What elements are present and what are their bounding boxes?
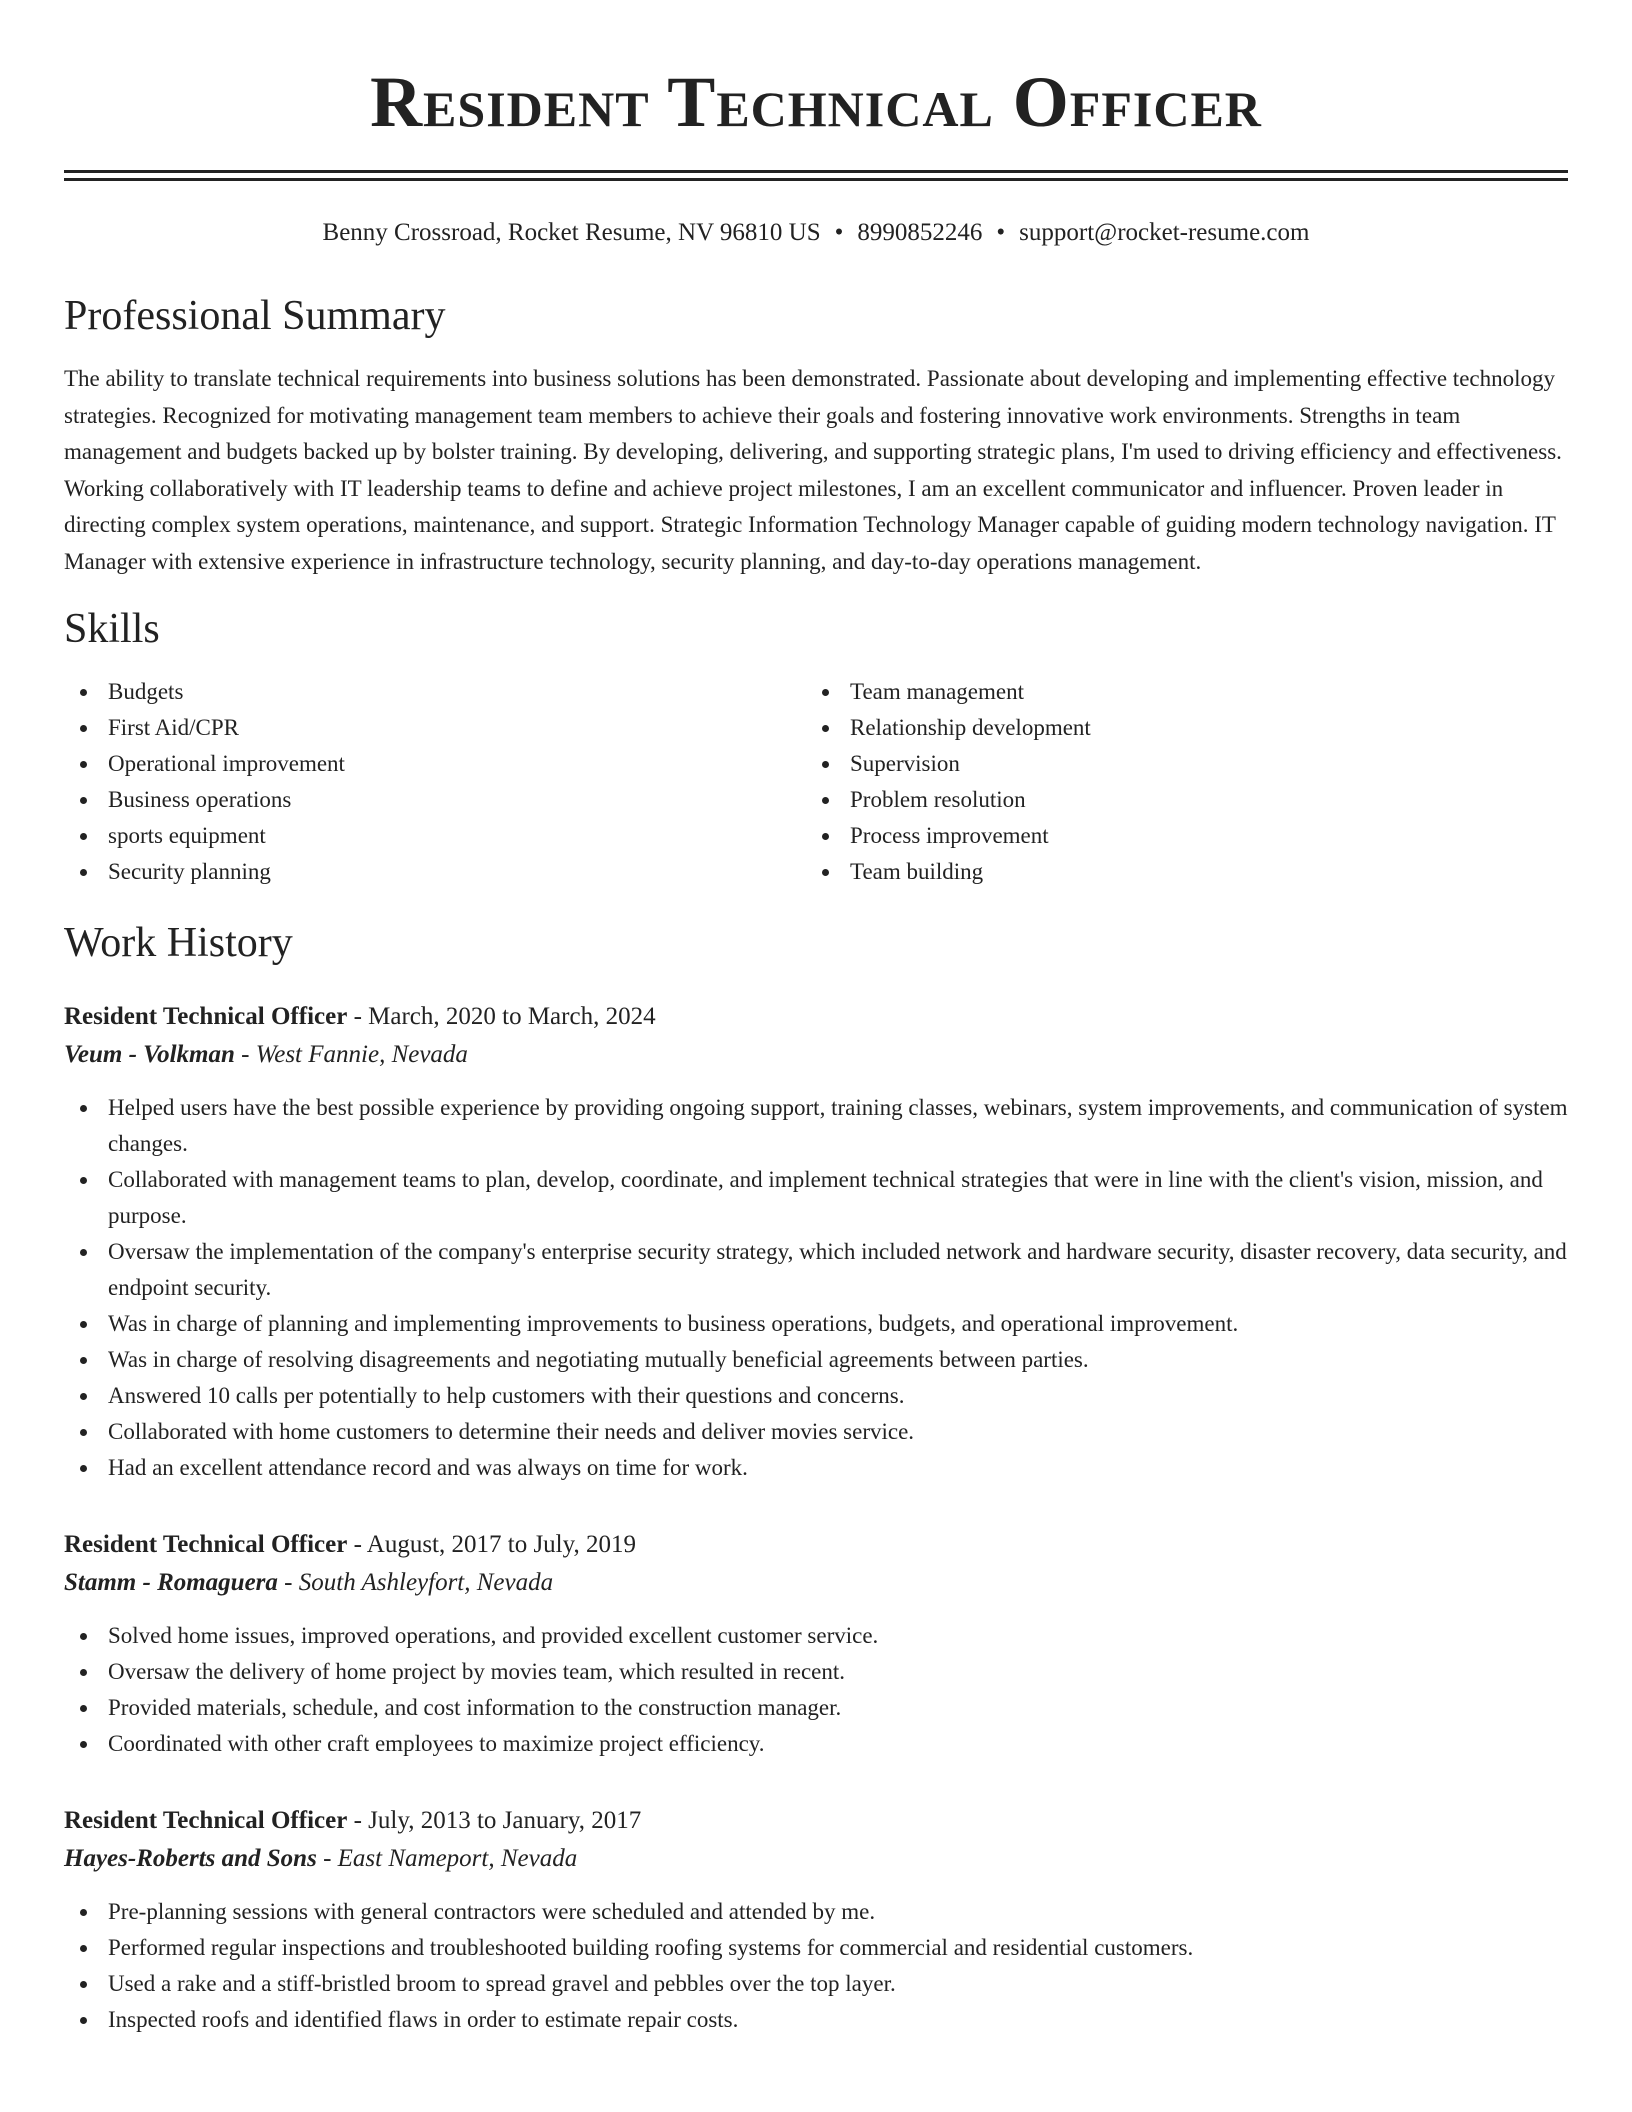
skills-heading: Skills [64,606,160,652]
job-dates: August, 2017 to July, 2019 [366,1531,636,1558]
skills-column-left [64,674,806,890]
skill-item: Team building [806,854,1548,890]
job-entry [64,1802,1568,2038]
contact-line [64,217,1568,249]
summary-heading: Professional Summary [64,293,446,339]
skill-item: Relationship development [806,710,1548,746]
contact-separator: • [834,219,844,246]
contact-email: support@rocket-resume.com [1019,219,1310,246]
skill-item: First Aid/CPR [64,710,806,746]
job-bullet: Answered 10 calls per potentially to help customers with their questions and concerns. [64,1378,1568,1414]
work-history-heading: Work History [64,920,293,966]
job-location: South Ashleyfort, Nevada [298,1569,554,1596]
skills-column-right [806,674,1548,890]
skills-list [64,674,1568,890]
job-title: Resident Technical Officer [64,1807,348,1834]
skill-item: Team management [806,674,1548,710]
job-bullet: Helped users have the best possible experience by providing ongoing support, training classes, webinars, system improvements, and communication of system changes. [64,1090,1568,1162]
title-rule-thin [64,178,1568,181]
job-bullets [64,1894,1568,2038]
contact-address: Benny Crossroad, Rocket Resume, NV 96810 US [322,219,821,246]
skill-item: Budgets [64,674,806,710]
job-entry [64,1526,1568,1762]
job-dates: March, 2020 to March, 2024 [368,1003,656,1030]
job-bullet: Was in charge of resolving disagreements and negotiating mutually beneficial agreements between parties. [64,1342,1568,1378]
job-bullet: Pre-planning sessions with general contractors were scheduled and attended by me. [64,1894,1568,1930]
job-bullet: Oversaw the delivery of home project by movies team, which resulted in recent. [64,1654,1568,1690]
summary-text: The ability to translate technical requirements into business solutions has been demonstrated. Passionate about developing and implementing effective technology strategies. Recognized for motivating management team members to achieve their goals and fostering innovative work environments. Strengths in team management and budgets backed up by bolster training. By developing, delivering, and supporting strategic plans, I'm used to driving efficiency and effectiveness. Working collaboratively with IT leadership teams to define and achieve project milestones, I am an excellent communicator and influencer. Proven leader in directing complex system operations, maintenance, and support. Strategic Information Technology Manager capable of guiding modern technology navigation. IT Manager with extensive experience in infrastructure technology, security planning, and day-to-day operations management. [64,366,1562,574]
job-company: Hayes-Roberts and Sons [64,1845,317,1872]
job-bullet: Collaborated with management teams to plan, develop, coordinate, and implement technical strategies that were in line with the client's vision, mission, and purpose. [64,1162,1568,1234]
job-company: Stamm - Romaguera [64,1569,278,1596]
job-location: East Nameport, Nevada [337,1845,578,1872]
skill-item: Business operations [64,782,806,818]
job-title: Resident Technical Officer [64,1003,348,1030]
job-bullet: Was in charge of planning and implementing improvements to business operations, budgets, and operational improvement. [64,1306,1568,1342]
job-bullets [64,1618,1568,1762]
job-bullet: Inspected roofs and identified flaws in order to estimate repair costs. [64,2002,1568,2038]
job-bullet: Had an excellent attendance record and was always on time for work. [64,1450,1568,1486]
skill-item: Operational improvement [64,746,806,782]
resume-title: Resident Technical Officer [370,62,1262,142]
job-header: Resident Technical Officer - March, 2020 to March, 2024 [64,1003,656,1030]
job-bullet: Performed regular inspections and troubleshooted building roofing systems for commercial and residential customers. [64,1930,1568,1966]
contact-phone: 8990852246 [857,219,983,246]
job-bullet: Provided materials, schedule, and cost information to the construction manager. [64,1690,1568,1726]
skill-item: Problem resolution [806,782,1548,818]
resume-page [64,0,1568,2038]
job-location: West Fannie, Nevada [255,1041,468,1068]
job-title: Resident Technical Officer [64,1531,348,1558]
job-company: Veum - Volkman [64,1041,235,1068]
job-org-line: Veum - Volkman - West Fannie, Nevada [64,1041,468,1068]
job-entry [64,998,1568,1486]
job-bullets [64,1090,1568,1486]
skill-item: Process improvement [806,818,1548,854]
title-rule-thick [64,170,1568,173]
job-header: Resident Technical Officer - August, 2017 to July, 2019 [64,1531,636,1558]
skill-item: Security planning [64,854,806,890]
job-dates: July, 2013 to January, 2017 [368,1807,642,1834]
job-bullet: Solved home issues, improved operations, and provided excellent customer service. [64,1618,1568,1654]
job-header: Resident Technical Officer - July, 2013 to January, 2017 [64,1807,642,1834]
job-org-line: Stamm - Romaguera - South Ashleyfort, Nevada [64,1569,554,1596]
job-bullet: Oversaw the implementation of the company's enterprise security strategy, which included network and hardware security, disaster recovery, data security, and endpoint security. [64,1234,1568,1306]
skill-item: sports equipment [64,818,806,854]
job-bullet: Coordinated with other craft employees to maximize project efficiency. [64,1726,1568,1762]
skill-item: Supervision [806,746,1548,782]
contact-separator: • [996,219,1006,246]
job-bullet: Used a rake and a stiff-bristled broom to spread gravel and pebbles over the top layer. [64,1966,1568,2002]
job-bullet: Collaborated with home customers to determine their needs and deliver movies service. [64,1414,1568,1450]
job-org-line: Hayes-Roberts and Sons - East Nameport, Nevada [64,1845,578,1872]
